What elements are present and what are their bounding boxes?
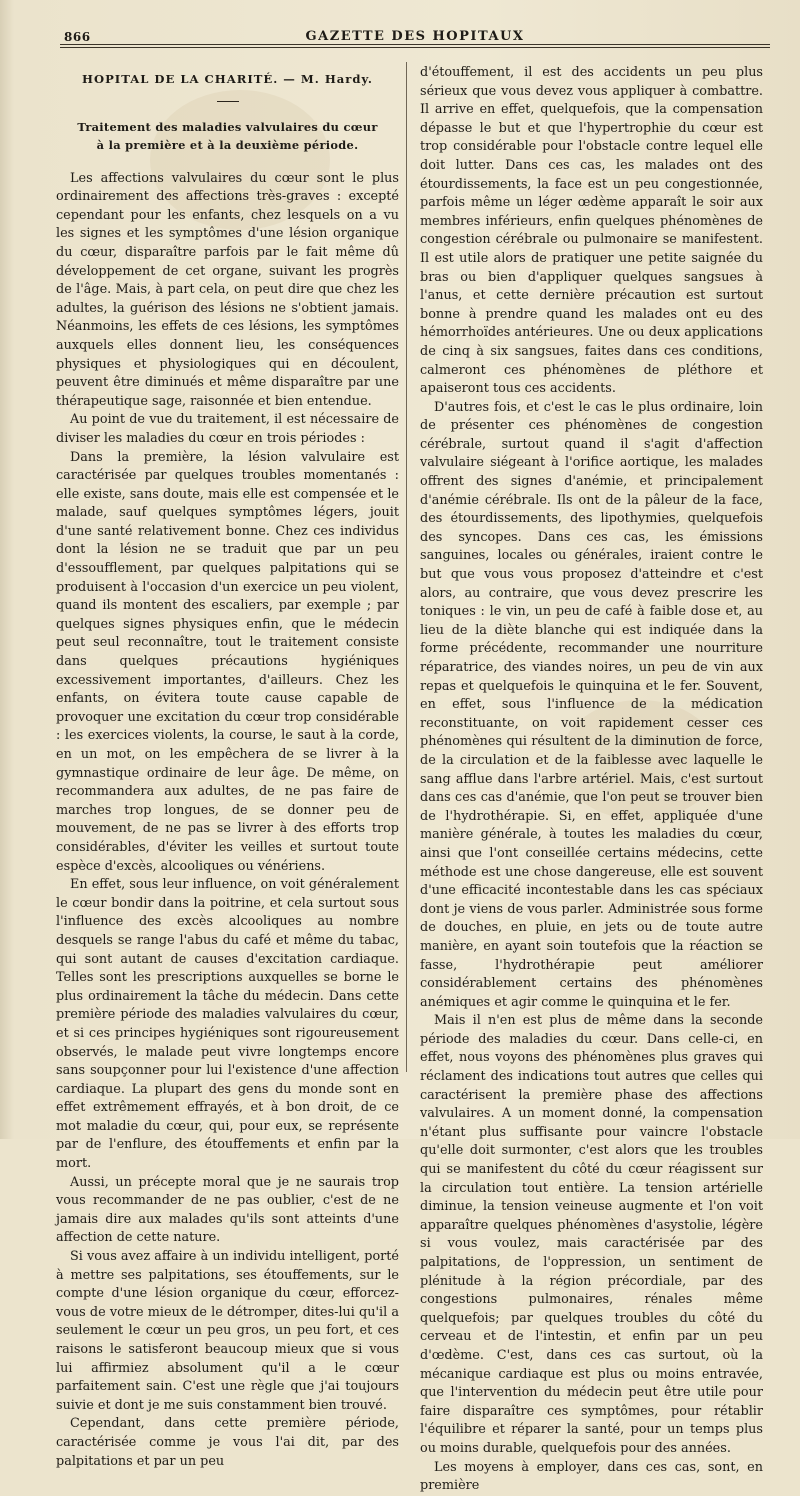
left-column [56,64,399,1471]
paragraph: Les affections valvulaires du cœur sont le plus ordinairement des affections très-graves : excepté cependant pour les enfants, chez lesquels on a vu les signes et les symptômes d'une lésion organique du cœur, disparaître parfois par le fait même dû développement de cet organe, suivant les progrès de l'âge. Mais, à part cela, on peut dire que chez les adultes, la guérison des lésions ne s'obtient jamais. Néanmoins, les effets de ces lésions, les symptômes auxquels elles donnent lieu, les conséquences physiques et physiologiques qui en découlent, peuvent être diminués et même disparaître par une thérapeutique sage, raisonnée et bien entendue. [56,170,399,409]
subtitle-line: à la première et à la deuxième période. [96,137,359,152]
header-rule [60,44,770,48]
article-title: HOPITAL DE LA CHARITÉ. — M. Hardy. [82,72,373,86]
right-column [420,64,763,1496]
subtitle-line: Traitement des maladies valvulaires du cœur [77,119,378,134]
paragraph: d'étouffement, il est des accidents un peu plus sérieux que vous devez vous appliquer à combattre. Il arrive en effet, quelquefois, que la compensation dépasse le but et que l'hypertrophie du cœur est trop considérable pour l'obstacle contre lequel elle doit lutter. Dans ces cas, les malades ont des étourdissements, la face est un peu congestionnée, parfois même un léger œdème apparaît le soir aux membres inférieurs, enfin quelques phénomènes de congestion cérébrale ou pulmonaire se manifestent. Il est utile alors de pratiquer une petite saignée du bras ou bien d'appliquer quelques sangsues à l'anus, et cette dernière précaution est surtout bonne à prendre quand les malades ont eu des hémorrhoïdes antérieures. Une ou deux applications de cinq à six sangsues, faites dans ces conditions, calmeront ces phénomènes de pléthore et apaiseront tous ces accidents. [420,65,763,397]
paragraph: Si vous avez affaire à un individu intelligent, porté à mettre ses palpitations, ses étouffements, sur le compte d'une lésion organique du cœur, efforcez-vous de votre mieux de le détromper, dites-lui qu'il a seulement le cœur un peu gros, un peu fort, et ces raisons le satisferont beaucoup mieux que si vous lui affirmiez absolument qu'il a le cœur parfaitement sain. C'est une règle que j'ai toujours suivie et dont je me suis constamment bien trouvé. [56,1249,399,1413]
paragraph: En effet, sous leur influence, on voit généralement le cœur bondir dans la poitrine, et cela surtout sous l'influence des excès alcooliques au nombre desquels se range l'abus du café et même du tabac, qui sont autant de causes d'excitation cardiaque. Telles sont les prescriptions auxquelles se borne le plus ordinairement la tâche du médecin. Dans cette première période des maladies valvulaires du cœur, et si ces principes hygiéniques sont rigoureusement observés, le malade peut vivre longtemps encore sans soupçonner pour lui l'existence d'une affection cardiaque. La plupart des gens du monde sont en effet extrêmement effrayés, et à bon droit, de ce mot maladie du cœur, qui, pour eux, se représente par de l'enflure, des étouffements et enfin par la mort. [56,877,399,1172]
paragraph: Dans la première, la lésion valvulaire est caractérisée par quelques troubles momentanés : elle existe, sans doute, mais elle est compensée et le malade, sauf quelques symptômes légers, jouit d'une santé relativement bonne. Chez ces individus dont la lésion ne se traduit que par un peu d'essoufflement, par quelques palpitations qui se produisent à l'occasion d'un exercice un peu violent, quand ils montent des escaliers, par exemple ; par quelques signes physiques enfin, que le médecin peut seul reconnaître, tout le traitement consiste dans quelques précautions hygiéniques excessivement importantes, d'ailleurs. Chez les enfants, on évitera toute cause capable de provoquer une excitation du cœur trop considérable : les exercices violents, la course, le saut à la corde, en un mot, on les empêchera de se livrer à la gymnastique ordinaire de leur âge. De même, on recommandera aux adultes, de ne pas faire de marches trop longues, de se donner peu de mouvement, de ne pas se livrer à des efforts trop considérables, d'éviter les veilles et surtout toute espèce d'excès, alcooliques ou vénériens. [56,449,399,874]
title-dash [217,101,239,102]
running-title: GAZETTE DES HOPITAUX [305,29,525,44]
page-number: 866 [64,30,91,44]
paragraph: Mais il n'en est plus de même dans la seconde période des maladies du cœur. Dans celle-ci, en effet, nous voyons des phénomènes plus graves qui réclament des indications tout autres que celles qui caractérisent la première phase des affections valvulaires. A un moment donné, la compensation n'étant plus suffisante pour vaincre l'obstacle qu'elle doit surmonter, c'est alors que les troubles qui se manifestent du côté du cœur réagissent sur la circulation tout entière. La tension artérielle diminue, la tension veineuse augmente et l'on voit apparaître quelques phénomènes d'asystolie, légère si vous voulez, mais caractérisée par des palpitations, de l'oppression, un sentiment de plénitude à la région précordiale, par des congestions pulmonaires, rénales même quelquefois; par quelques troubles du côté du cerveau et de l'intestin, et enfin par un peu d'œdème. C'est, dans ces cas surtout, où la mécanique cardiaque est plus ou moins entravée, que l'intervention du médecin peut être utile pour faire disparaître ces symptômes, pour rétablir l'équilibre et réparer la santé, pour un temps plus ou moins durable, quelquefois pour des années. [420,1013,763,1456]
paragraph: Cependant, dans cette première période, caractérisée comme je vous l'ai dit, par des palpitations et par un peu [56,1416,399,1469]
paragraph: Aussi, un précepte moral que je ne saurais trop vous recommander de ne pas oublier, c'est de ne jamais dire aux malades qu'ils sont atteints d'une affection de cette nature. [56,1174,399,1246]
column-divider [406,62,407,1072]
paragraph: Au point de vue du traitement, il est nécessaire de diviser les maladies du cœur en trois périodes : [56,412,399,446]
paragraph: Les moyens à employer, dans ces cas, sont, en première [420,1459,763,1494]
article-subtitle [56,118,399,154]
paragraph: D'autres fois, et c'est le cas le plus ordinaire, loin de présenter ces phénomènes de congestion cérébrale, surtout quand il s'agit d'affection valvulaire siégeant à l'orifice aortique, les malades offrent des signes d'anémie, et principalement d'anémie cérébrale. Ils ont de la pâleur de la face, des étourdissements, des lipothymies, quelquefois des syncopes. Dans ces cas, les émissions sanguines, locales ou générales, iraient contre le but que vous vous proposez d'atteindre et c'est alors, au contraire, que vous devez prescrire les toniques : le vin, un peu de café à faible dose et, au lieu de la diète blanche qui est indiquée dans la forme précédente, recommander une nourriture réparatrice, des viandes noires, un peu de vin aux repas et quelquefois le quinquina et le fer. Souvent, en effet, sous l'influence de la médication reconstituante, on voit rapidement cesser ces phénomènes qui résultent de la diminution de force, de la circulation et de la faiblesse avec laquelle le sang afflue dans l'arbre artériel. Mais, c'est surtout dans ces cas d'anémie, que l'on peut se trouver bien de l'hydrothérapie. Si, en effet, appliquée d'une manière générale, à toutes les maladies du cœur, ainsi que l'ont conseillée certains médecins, cette méthode est une chose dangereuse, elle est souvent d'une efficacité incontestable dans les cas spéciaux dont je viens de vous parler. Administrée sous forme de douches, en pluie, en jets ou de toute autre manière, en ayant soin toutefois que la réaction se fasse, l'hydrothérapie peut améliorer considérablement certains des phénomènes anémiques et agir comme le quinquina et le fer. [420,399,763,1010]
